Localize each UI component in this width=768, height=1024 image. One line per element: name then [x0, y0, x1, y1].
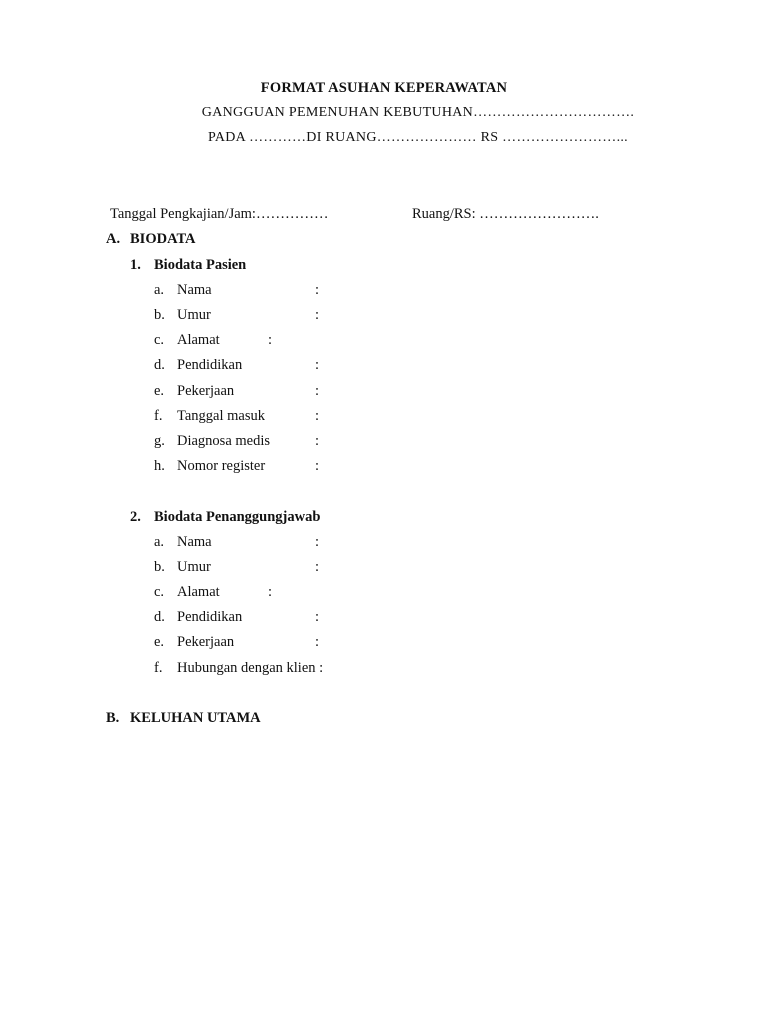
- item-label: Tanggal masuk: [177, 408, 265, 424]
- section-b-title: KELUHAN UTAMA: [130, 710, 261, 726]
- item-label: Umur: [177, 307, 211, 323]
- item-letter: a.: [154, 282, 165, 298]
- item-label: Alamat: [177, 332, 220, 348]
- item-label: Pendidikan: [177, 609, 243, 625]
- item-colon: :: [315, 534, 320, 550]
- item-letter: c.: [154, 584, 165, 600]
- item-colon: :: [315, 383, 320, 399]
- section-b-label: B.: [106, 710, 120, 726]
- header-line-kebutuhan: GANGGUAN PEMENUHAN KEBUTUHAN…………………………….: [201, 105, 635, 120]
- item-letter: f.: [154, 408, 163, 424]
- document-title: FORMAT ASUHAN KEPERAWATAN: [260, 80, 508, 96]
- sub1-number: 1.: [130, 257, 141, 273]
- item-letter: b.: [154, 307, 165, 323]
- tanggal-pengkajian-field: Tanggal Pengkajian/Jam:……………: [110, 206, 329, 222]
- item-colon: :: [315, 559, 320, 575]
- item-label: Pendidikan: [177, 357, 243, 373]
- item-letter: d.: [154, 609, 165, 625]
- sub2-number: 2.: [130, 509, 141, 525]
- item-label: Nomor register: [177, 458, 266, 474]
- item-label: Alamat: [177, 584, 220, 600]
- item-letter: a.: [154, 534, 165, 550]
- item-letter: h.: [154, 458, 165, 474]
- item-label: Nama: [177, 282, 212, 298]
- item-letter: b.: [154, 559, 165, 575]
- item-colon: :: [268, 584, 273, 600]
- item-letter: f.: [154, 660, 163, 676]
- item-label: Diagnosa medis: [177, 433, 271, 449]
- item-colon: :: [315, 307, 320, 323]
- section-a-title: BIODATA: [130, 231, 196, 247]
- header-line-ruang: PADA …………DI RUANG………………… RS ……………………...: [208, 130, 628, 145]
- section-a-label: A.: [106, 231, 121, 247]
- sub1-title: Biodata Pasien: [154, 257, 247, 273]
- item-label: Pekerjaan: [177, 383, 235, 399]
- item-colon: :: [315, 634, 320, 650]
- item-label: Hubungan dengan klien :: [177, 660, 324, 676]
- item-letter: e.: [154, 383, 165, 399]
- item-colon: :: [315, 282, 320, 298]
- item-colon: :: [268, 332, 273, 348]
- item-colon: :: [315, 458, 320, 474]
- item-letter: d.: [154, 357, 165, 373]
- item-letter: c.: [154, 332, 165, 348]
- item-label: Nama: [177, 534, 212, 550]
- item-letter: g.: [154, 433, 165, 449]
- sub2-title: Biodata Penanggungjawab: [154, 509, 321, 525]
- item-colon: :: [315, 408, 320, 424]
- item-label: Pekerjaan: [177, 634, 235, 650]
- item-colon: :: [315, 609, 320, 625]
- ruang-rs-field: Ruang/RS: …………………….: [412, 206, 599, 222]
- item-colon: :: [315, 433, 320, 449]
- item-colon: :: [315, 357, 320, 373]
- item-label: Umur: [177, 559, 211, 575]
- item-letter: e.: [154, 634, 165, 650]
